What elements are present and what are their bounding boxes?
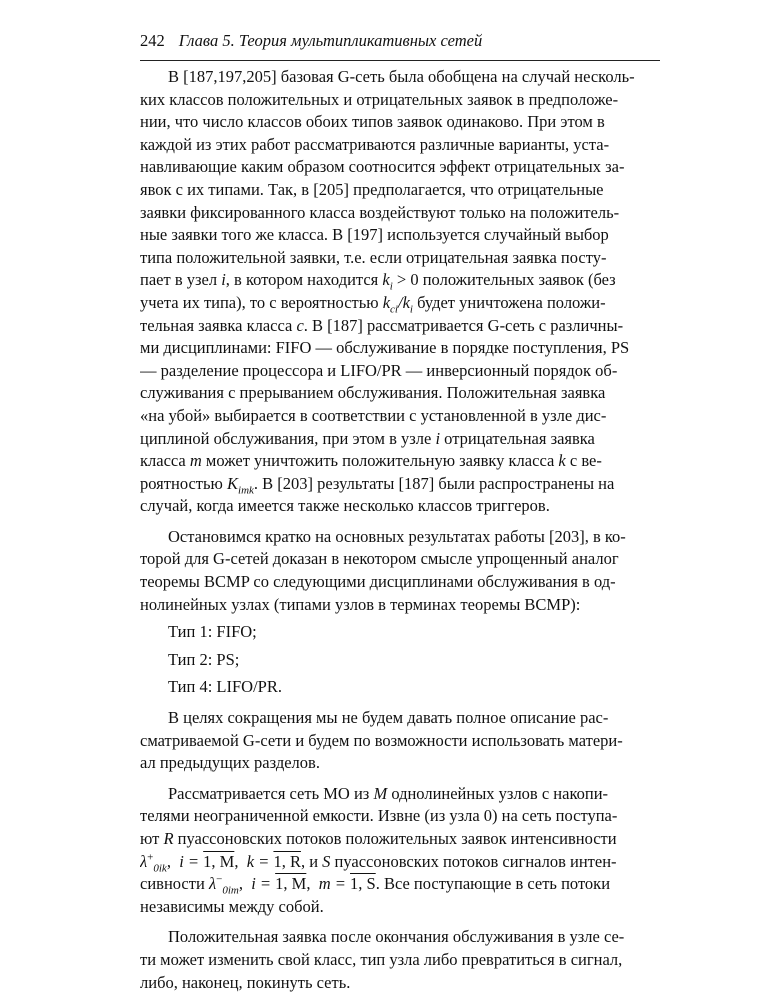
text-line: учета их типа), то с вероятностью $k_{ci}/k_i$ будет уничтожена положи- <box>140 292 606 315</box>
page-body <box>140 66 660 994</box>
chapter-title: Глава 5. Теория мультипликативных сетей <box>178 31 483 50</box>
running-header <box>140 30 660 52</box>
text-line: Положительная заявка после окончания обслуживания в узле се- <box>168 927 625 947</box>
text-line: Остановимся кратко на основных результатах работы [203], в ко- <box>168 526 626 546</box>
text-line: сивности $\lambda^-_{0im}$, i = 1, M, m = 1, S. Все поступающие в сеть потоки <box>140 873 611 896</box>
header-rule <box>140 60 660 61</box>
text-line: $\lambda^+_{0ik}$, i = 1, M, k = 1, R, и S пуассоновских потоков сигналов интен- <box>140 851 617 874</box>
text-line: случай, когда имеется также несколько классов триггеров. <box>140 496 550 516</box>
paragraph-1 <box>140 66 660 518</box>
math-range-k: k = 1, R <box>246 851 301 871</box>
text-line: либо, наконец, покинуть сеть. <box>140 972 351 992</box>
text-line: служивания с прерыванием обслуживания. Положительная заявка <box>140 383 606 403</box>
text-line: ют R пуассоновских потоков положительных заявок интенсивности <box>140 829 617 848</box>
text-line: роятностью $K_{imk}$. В [203] результаты [187] были распространены на <box>140 473 615 496</box>
text-line: навливающие каким образом соотносится эффект отрицательных за- <box>140 157 625 177</box>
text-line: теоремы BCMP со следующими дисциплинами обслуживания в од- <box>140 572 616 592</box>
math-i: i <box>221 270 226 290</box>
text-line: ные заявки того же класса. В [197] используется случайный выбор <box>140 225 609 245</box>
node-type-list <box>140 621 660 699</box>
text-line: типа положительной заявки, т.е. если отрицательная заявка посту- <box>140 247 607 267</box>
text-line: «на убой» выбирается в соответствии с установленной в узле дис- <box>140 405 607 425</box>
text-line: торой для G-сетей доказан в некотором смысле упрощенный аналог <box>140 549 619 569</box>
math-lambda-minus: $\lambda^-_{0im}$, <box>208 873 243 896</box>
text-line: пает в узел i, в котором находится $k_i > 0$ положительных заявок (без <box>140 270 616 292</box>
math-k: k <box>558 451 566 471</box>
list-item: Тип 1: FIFO; <box>168 622 257 642</box>
text-line: В целях сокращения мы не будем давать полное описание рас- <box>168 708 609 728</box>
page-number: 242 <box>140 31 165 50</box>
paragraph-2 <box>140 526 660 616</box>
list-item: Тип 2: PS; <box>168 649 240 669</box>
text-line: Рассматривается сеть МО из M однолинейных узлов с накопи- <box>168 783 609 803</box>
text-line: тельная заявка класса c. В [187] рассматривается G-сеть с различны- <box>140 315 624 335</box>
paragraph-4 <box>140 783 660 919</box>
math-range-m: m = 1, S <box>318 874 376 894</box>
text-line: В [187,197,205] базовая G-сеть была обобщена на случай несколь- <box>168 67 635 86</box>
paragraph-3 <box>140 707 660 775</box>
text-line: нии, что число классов обоих типов заявок одинаково. При этом в <box>140 112 605 132</box>
math-M: M <box>373 783 388 803</box>
math-range-i: i = 1, M, <box>251 874 311 894</box>
math-m: m <box>189 451 202 471</box>
math-k-i: $k_i > 0$ <box>382 270 419 292</box>
math-i: i <box>435 428 441 448</box>
math-K-imk: $K_{imk}$ <box>227 473 254 496</box>
text-line: заявки фиксированного класса воздействуют только на положитель- <box>140 202 620 222</box>
list-item: Тип 4: LIFO/PR. <box>168 677 282 697</box>
text-line: каждой из этих работ рассматриваются различные варианты, уста- <box>140 134 610 154</box>
text-line: ми дисциплинами: FIFO — обслуживание в порядке поступления, PS <box>140 338 630 358</box>
text-line: циплиной обслуживания, при этом в узле i отрицательная заявка <box>140 428 595 448</box>
text-line: телями неограниченной емкости. Извне (из узла 0) на сеть поступа- <box>140 806 618 826</box>
math-S: S <box>322 851 331 871</box>
math-c: c <box>296 315 304 335</box>
text-line: сматриваемой G-сети и будем по возможности использовать матери- <box>140 730 623 750</box>
text-line: ких классов положительных и отрицательных заявок в предположе- <box>140 89 619 109</box>
text-line: явок с их типами. Так, в [205] предполагается, что отрицательные <box>140 179 604 199</box>
text-line: ал предыдущих разделов. <box>140 753 320 773</box>
text-line: независимы между собой. <box>140 896 324 916</box>
math-lambda-plus: $\lambda^+_{0ik}$, <box>140 851 171 874</box>
text-line: ти может изменить свой класс, тип узла либо превратиться в сигнал, <box>140 949 623 969</box>
paragraph-5 <box>140 926 660 994</box>
math-range-i: i = 1, M, <box>179 851 239 871</box>
math-k-ci-ratio: $k_{ci}/k_i$ <box>382 292 413 315</box>
text-line: — разделение процессора и LIFO/PR — инверсионный порядок об- <box>140 360 618 380</box>
math-R: R <box>163 829 174 848</box>
text-line: нолинейных узлах (типами узлов в терминах теоремы BCMP): <box>140 594 581 614</box>
text-line: класса m может уничтожить положительную заявку класса k с ве- <box>140 451 602 471</box>
